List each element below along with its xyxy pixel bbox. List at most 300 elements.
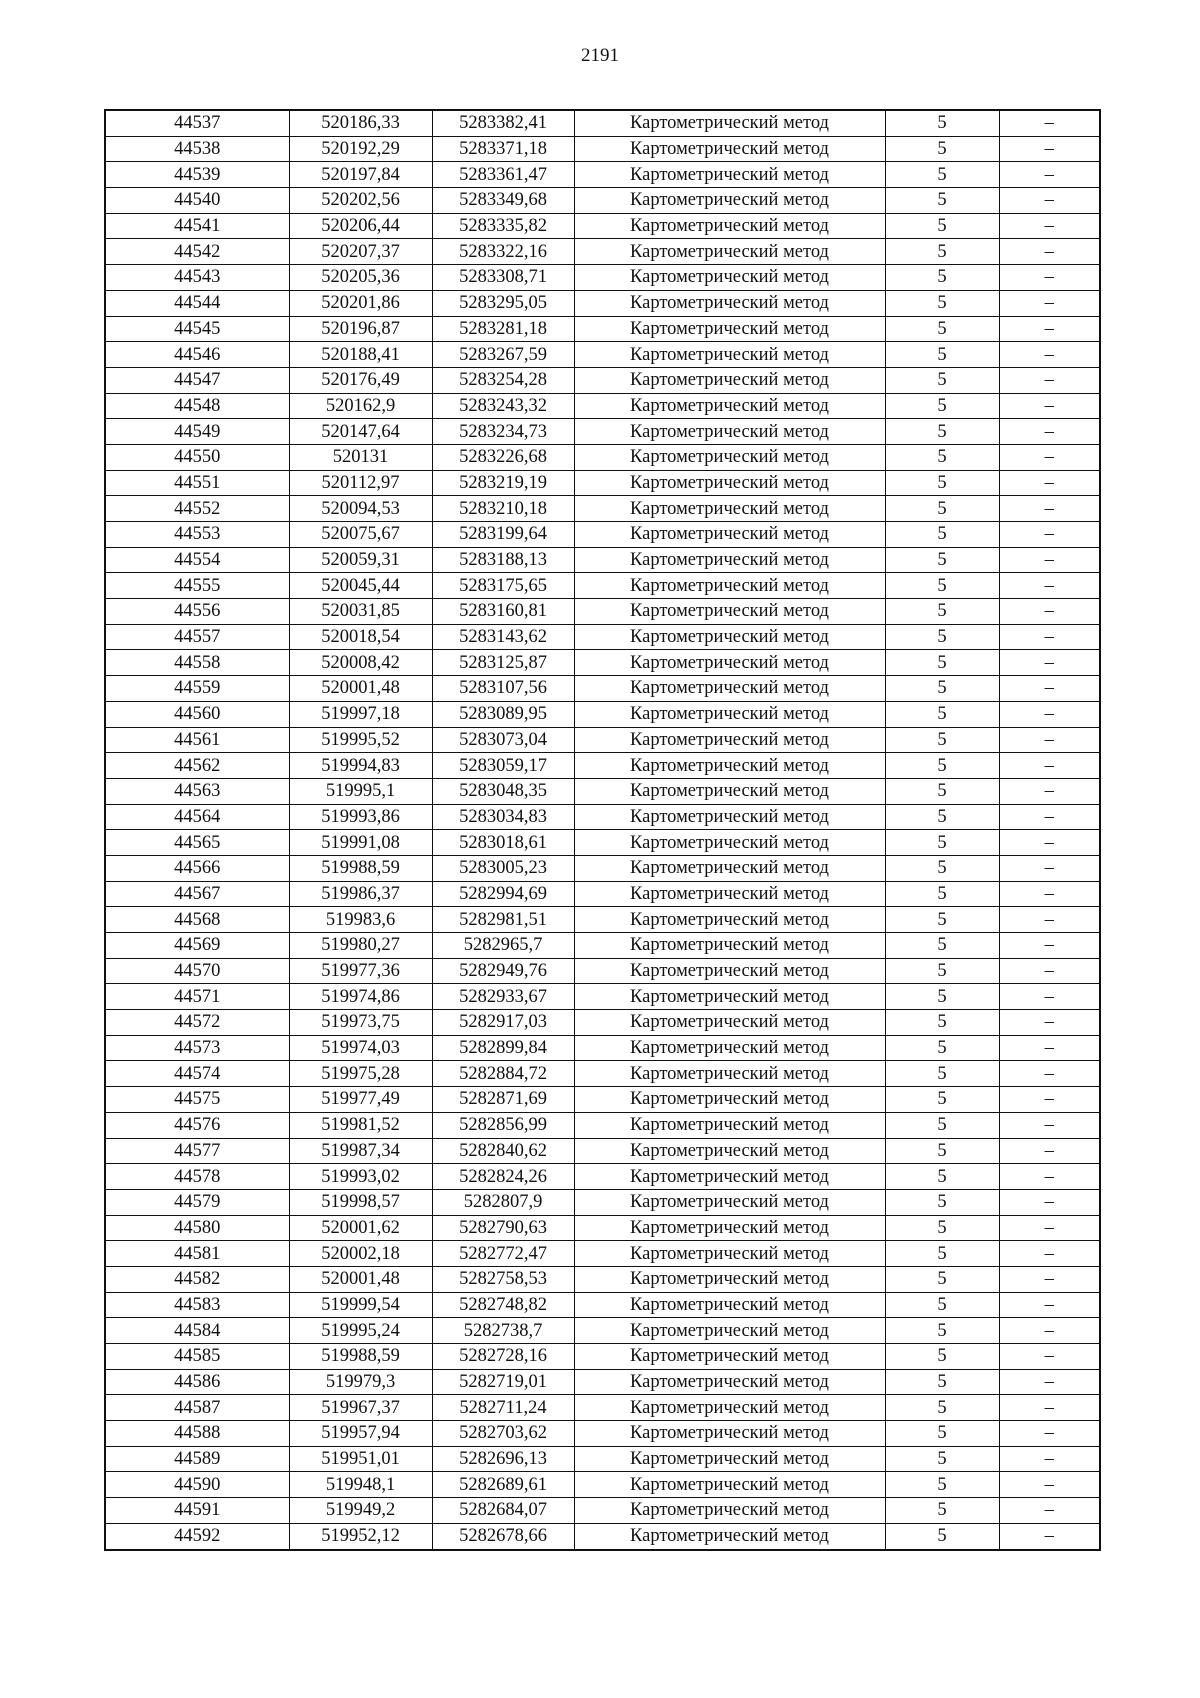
point-number-cell: 44586: [105, 1369, 289, 1395]
point-number-cell: 44569: [105, 933, 289, 959]
x-coordinate-cell: 520001,48: [289, 676, 432, 702]
method-cell: Картометрический метод: [574, 1112, 885, 1138]
point-number-cell: 44571: [105, 984, 289, 1010]
accuracy-cell: 5: [885, 1395, 999, 1421]
table-row: [105, 804, 1100, 830]
method-cell: Картометрический метод: [574, 650, 885, 676]
table-row: [105, 650, 1100, 676]
accuracy-cell: 5: [885, 753, 999, 779]
point-number-cell: 44552: [105, 496, 289, 522]
point-number-cell: 44554: [105, 547, 289, 573]
point-number-cell: 44589: [105, 1446, 289, 1472]
y-coordinate-cell: 5282772,47: [432, 1241, 574, 1267]
method-cell: Картометрический метод: [574, 753, 885, 779]
method-cell: Картометрический метод: [574, 1138, 885, 1164]
y-coordinate-cell: 5282689,61: [432, 1472, 574, 1498]
x-coordinate-cell: 519977,49: [289, 1087, 432, 1113]
note-cell: –: [999, 1241, 1100, 1267]
x-coordinate-cell: 519974,03: [289, 1035, 432, 1061]
y-coordinate-cell: 5282824,26: [432, 1164, 574, 1190]
x-coordinate-cell: 519993,86: [289, 804, 432, 830]
accuracy-cell: 5: [885, 855, 999, 881]
point-number-cell: 44537: [105, 110, 289, 136]
x-coordinate-cell: 519995,24: [289, 1318, 432, 1344]
table-row: [105, 701, 1100, 727]
table-row: [105, 881, 1100, 907]
method-cell: Картометрический метод: [574, 393, 885, 419]
method-cell: Картометрический метод: [574, 1266, 885, 1292]
point-number-cell: 44539: [105, 162, 289, 188]
accuracy-cell: 5: [885, 701, 999, 727]
point-number-cell: 44568: [105, 907, 289, 933]
accuracy-cell: 5: [885, 650, 999, 676]
note-cell: –: [999, 188, 1100, 214]
note-cell: –: [999, 496, 1100, 522]
accuracy-cell: 5: [885, 1215, 999, 1241]
note-cell: –: [999, 419, 1100, 445]
x-coordinate-cell: 519974,86: [289, 984, 432, 1010]
point-number-cell: 44583: [105, 1292, 289, 1318]
note-cell: –: [999, 1344, 1100, 1370]
note-cell: –: [999, 213, 1100, 239]
note-cell: –: [999, 958, 1100, 984]
method-cell: Картометрический метод: [574, 1010, 885, 1036]
table-row: [105, 753, 1100, 779]
table-row: [105, 342, 1100, 368]
x-coordinate-cell: 519998,57: [289, 1189, 432, 1215]
point-number-cell: 44564: [105, 804, 289, 830]
y-coordinate-cell: 5283382,41: [432, 110, 574, 136]
y-coordinate-cell: 5283219,19: [432, 470, 574, 496]
x-coordinate-cell: 520002,18: [289, 1241, 432, 1267]
table-row: [105, 855, 1100, 881]
note-cell: –: [999, 1061, 1100, 1087]
accuracy-cell: 5: [885, 1138, 999, 1164]
x-coordinate-cell: 519948,1: [289, 1472, 432, 1498]
x-coordinate-cell: 519979,3: [289, 1369, 432, 1395]
point-number-cell: 44567: [105, 881, 289, 907]
table-row: [105, 830, 1100, 856]
note-cell: –: [999, 1112, 1100, 1138]
y-coordinate-cell: 5283349,68: [432, 188, 574, 214]
accuracy-cell: 5: [885, 1292, 999, 1318]
y-coordinate-cell: 5282965,7: [432, 933, 574, 959]
accuracy-cell: 5: [885, 316, 999, 342]
accuracy-cell: 5: [885, 804, 999, 830]
point-number-cell: 44546: [105, 342, 289, 368]
point-number-cell: 44578: [105, 1164, 289, 1190]
table-row: [105, 1138, 1100, 1164]
table-row: [105, 599, 1100, 625]
y-coordinate-cell: 5283018,61: [432, 830, 574, 856]
accuracy-cell: 5: [885, 1318, 999, 1344]
accuracy-cell: 5: [885, 1010, 999, 1036]
table-row: [105, 933, 1100, 959]
y-coordinate-cell: 5283048,35: [432, 778, 574, 804]
method-cell: Картометрический метод: [574, 188, 885, 214]
accuracy-cell: 5: [885, 727, 999, 753]
y-coordinate-cell: 5283188,13: [432, 547, 574, 573]
note-cell: –: [999, 984, 1100, 1010]
accuracy-cell: 5: [885, 1523, 999, 1549]
note-cell: –: [999, 804, 1100, 830]
y-coordinate-cell: 5282696,13: [432, 1446, 574, 1472]
table-row: [105, 496, 1100, 522]
method-cell: Картометрический метод: [574, 265, 885, 291]
table-row: [105, 1189, 1100, 1215]
method-cell: Картометрический метод: [574, 727, 885, 753]
y-coordinate-cell: 5282899,84: [432, 1035, 574, 1061]
table-row: [105, 393, 1100, 419]
method-cell: Картометрический метод: [574, 830, 885, 856]
point-number-cell: 44551: [105, 470, 289, 496]
point-number-cell: 44548: [105, 393, 289, 419]
note-cell: –: [999, 1164, 1100, 1190]
point-number-cell: 44542: [105, 239, 289, 265]
table-row: [105, 1523, 1100, 1549]
note-cell: –: [999, 1292, 1100, 1318]
point-number-cell: 44561: [105, 727, 289, 753]
y-coordinate-cell: 5282711,24: [432, 1395, 574, 1421]
note-cell: –: [999, 1472, 1100, 1498]
point-number-cell: 44545: [105, 316, 289, 342]
x-coordinate-cell: 520045,44: [289, 573, 432, 599]
point-number-cell: 44582: [105, 1266, 289, 1292]
y-coordinate-cell: 5283254,28: [432, 367, 574, 393]
x-coordinate-cell: 520202,56: [289, 188, 432, 214]
x-coordinate-cell: 520192,29: [289, 136, 432, 162]
point-number-cell: 44555: [105, 573, 289, 599]
table-row: [105, 188, 1100, 214]
point-number-cell: 44538: [105, 136, 289, 162]
x-coordinate-cell: 520001,48: [289, 1266, 432, 1292]
table-row: [105, 984, 1100, 1010]
accuracy-cell: 5: [885, 1241, 999, 1267]
accuracy-cell: 5: [885, 599, 999, 625]
y-coordinate-cell: 5283267,59: [432, 342, 574, 368]
x-coordinate-cell: 520176,49: [289, 367, 432, 393]
point-number-cell: 44566: [105, 855, 289, 881]
x-coordinate-cell: 520162,9: [289, 393, 432, 419]
table-body: [105, 110, 1100, 1550]
y-coordinate-cell: 5282856,99: [432, 1112, 574, 1138]
table-row: [105, 239, 1100, 265]
method-cell: Картометрический метод: [574, 804, 885, 830]
table-row: [105, 1344, 1100, 1370]
y-coordinate-cell: 5283143,62: [432, 624, 574, 650]
method-cell: Картометрический метод: [574, 316, 885, 342]
accuracy-cell: 5: [885, 188, 999, 214]
table-row: [105, 1421, 1100, 1447]
y-coordinate-cell: 5282807,9: [432, 1189, 574, 1215]
method-cell: Картометрический метод: [574, 213, 885, 239]
y-coordinate-cell: 5283335,82: [432, 213, 574, 239]
y-coordinate-cell: 5282790,63: [432, 1215, 574, 1241]
y-coordinate-cell: 5283281,18: [432, 316, 574, 342]
table-row: [105, 136, 1100, 162]
method-cell: Картометрический метод: [574, 1344, 885, 1370]
accuracy-cell: 5: [885, 1164, 999, 1190]
x-coordinate-cell: 519967,37: [289, 1395, 432, 1421]
x-coordinate-cell: 519988,59: [289, 1344, 432, 1370]
accuracy-cell: 5: [885, 1061, 999, 1087]
table-row: [105, 1292, 1100, 1318]
table-row: [105, 1087, 1100, 1113]
point-number-cell: 44558: [105, 650, 289, 676]
accuracy-cell: 5: [885, 676, 999, 702]
y-coordinate-cell: 5282678,66: [432, 1523, 574, 1549]
note-cell: –: [999, 933, 1100, 959]
method-cell: Картометрический метод: [574, 1472, 885, 1498]
accuracy-cell: 5: [885, 419, 999, 445]
note-cell: –: [999, 1498, 1100, 1524]
point-number-cell: 44547: [105, 367, 289, 393]
x-coordinate-cell: 520186,33: [289, 110, 432, 136]
table-row: [105, 907, 1100, 933]
method-cell: Картометрический метод: [574, 1292, 885, 1318]
note-cell: –: [999, 650, 1100, 676]
y-coordinate-cell: 5283059,17: [432, 753, 574, 779]
method-cell: Картометрический метод: [574, 881, 885, 907]
x-coordinate-cell: 520112,97: [289, 470, 432, 496]
note-cell: –: [999, 316, 1100, 342]
x-coordinate-cell: 520001,62: [289, 1215, 432, 1241]
point-number-cell: 44563: [105, 778, 289, 804]
table-row: [105, 573, 1100, 599]
note-cell: –: [999, 907, 1100, 933]
point-number-cell: 44579: [105, 1189, 289, 1215]
method-cell: Картометрический метод: [574, 933, 885, 959]
y-coordinate-cell: 5282884,72: [432, 1061, 574, 1087]
accuracy-cell: 5: [885, 496, 999, 522]
accuracy-cell: 5: [885, 1421, 999, 1447]
method-cell: Картометрический метод: [574, 1523, 885, 1549]
method-cell: Картометрический метод: [574, 855, 885, 881]
accuracy-cell: 5: [885, 136, 999, 162]
note-cell: –: [999, 290, 1100, 316]
note-cell: –: [999, 1215, 1100, 1241]
y-coordinate-cell: 5283210,18: [432, 496, 574, 522]
method-cell: Картометрический метод: [574, 984, 885, 1010]
point-number-cell: 44585: [105, 1344, 289, 1370]
point-number-cell: 44565: [105, 830, 289, 856]
note-cell: –: [999, 265, 1100, 291]
method-cell: Картометрический метод: [574, 1061, 885, 1087]
accuracy-cell: 5: [885, 367, 999, 393]
accuracy-cell: 5: [885, 1472, 999, 1498]
note-cell: –: [999, 239, 1100, 265]
note-cell: –: [999, 547, 1100, 573]
point-number-cell: 44559: [105, 676, 289, 702]
x-coordinate-cell: 519991,08: [289, 830, 432, 856]
point-number-cell: 44560: [105, 701, 289, 727]
method-cell: Картометрический метод: [574, 1035, 885, 1061]
point-number-cell: 44584: [105, 1318, 289, 1344]
x-coordinate-cell: 520059,31: [289, 547, 432, 573]
point-number-cell: 44541: [105, 213, 289, 239]
x-coordinate-cell: 519987,34: [289, 1138, 432, 1164]
method-cell: Картометрический метод: [574, 624, 885, 650]
y-coordinate-cell: 5282917,03: [432, 1010, 574, 1036]
note-cell: –: [999, 830, 1100, 856]
note-cell: –: [999, 1523, 1100, 1549]
table-row: [105, 778, 1100, 804]
y-coordinate-cell: 5283125,87: [432, 650, 574, 676]
point-number-cell: 44574: [105, 1061, 289, 1087]
table-row: [105, 1498, 1100, 1524]
x-coordinate-cell: 520206,44: [289, 213, 432, 239]
accuracy-cell: 5: [885, 907, 999, 933]
x-coordinate-cell: 519980,27: [289, 933, 432, 959]
point-number-cell: 44591: [105, 1498, 289, 1524]
note-cell: –: [999, 1138, 1100, 1164]
method-cell: Картометрический метод: [574, 367, 885, 393]
table-row: [105, 290, 1100, 316]
x-coordinate-cell: 519973,75: [289, 1010, 432, 1036]
point-number-cell: 44540: [105, 188, 289, 214]
x-coordinate-cell: 519999,54: [289, 1292, 432, 1318]
method-cell: Картометрический метод: [574, 239, 885, 265]
accuracy-cell: 5: [885, 444, 999, 470]
point-number-cell: 44562: [105, 753, 289, 779]
point-number-cell: 44590: [105, 1472, 289, 1498]
table-row: [105, 1446, 1100, 1472]
table-row: [105, 1164, 1100, 1190]
note-cell: –: [999, 599, 1100, 625]
method-cell: Картометрический метод: [574, 444, 885, 470]
method-cell: Картометрический метод: [574, 599, 885, 625]
point-number-cell: 44553: [105, 522, 289, 548]
y-coordinate-cell: 5283034,83: [432, 804, 574, 830]
x-coordinate-cell: 520031,85: [289, 599, 432, 625]
note-cell: –: [999, 676, 1100, 702]
table-row: [105, 1215, 1100, 1241]
y-coordinate-cell: 5282684,07: [432, 1498, 574, 1524]
method-cell: Картометрический метод: [574, 110, 885, 136]
method-cell: Картометрический метод: [574, 342, 885, 368]
accuracy-cell: 5: [885, 1035, 999, 1061]
accuracy-cell: 5: [885, 624, 999, 650]
accuracy-cell: 5: [885, 110, 999, 136]
y-coordinate-cell: 5283107,56: [432, 676, 574, 702]
method-cell: Картометрический метод: [574, 1241, 885, 1267]
note-cell: –: [999, 881, 1100, 907]
note-cell: –: [999, 1087, 1100, 1113]
table-row: [105, 316, 1100, 342]
accuracy-cell: 5: [885, 522, 999, 548]
table-row: [105, 1010, 1100, 1036]
table-row: [105, 1112, 1100, 1138]
x-coordinate-cell: 520131: [289, 444, 432, 470]
x-coordinate-cell: 520008,42: [289, 650, 432, 676]
note-cell: –: [999, 1446, 1100, 1472]
accuracy-cell: 5: [885, 1266, 999, 1292]
note-cell: –: [999, 136, 1100, 162]
accuracy-cell: 5: [885, 1189, 999, 1215]
accuracy-cell: 5: [885, 1498, 999, 1524]
x-coordinate-cell: 519997,18: [289, 701, 432, 727]
table-row: [105, 1369, 1100, 1395]
y-coordinate-cell: 5282738,7: [432, 1318, 574, 1344]
note-cell: –: [999, 1369, 1100, 1395]
table-row: [105, 1395, 1100, 1421]
point-number-cell: 44572: [105, 1010, 289, 1036]
y-coordinate-cell: 5283175,65: [432, 573, 574, 599]
x-coordinate-cell: 520018,54: [289, 624, 432, 650]
y-coordinate-cell: 5283361,47: [432, 162, 574, 188]
x-coordinate-cell: 519993,02: [289, 1164, 432, 1190]
method-cell: Картометрический метод: [574, 1446, 885, 1472]
point-number-cell: 44544: [105, 290, 289, 316]
table-row: [105, 110, 1100, 136]
accuracy-cell: 5: [885, 1087, 999, 1113]
accuracy-cell: 5: [885, 470, 999, 496]
table-row: [105, 1266, 1100, 1292]
table-row: [105, 419, 1100, 445]
y-coordinate-cell: 5283243,32: [432, 393, 574, 419]
x-coordinate-cell: 519994,83: [289, 753, 432, 779]
note-cell: –: [999, 470, 1100, 496]
x-coordinate-cell: 519975,28: [289, 1061, 432, 1087]
y-coordinate-cell: 5282981,51: [432, 907, 574, 933]
note-cell: –: [999, 342, 1100, 368]
note-cell: –: [999, 624, 1100, 650]
note-cell: –: [999, 727, 1100, 753]
note-cell: –: [999, 110, 1100, 136]
point-number-cell: 44550: [105, 444, 289, 470]
x-coordinate-cell: 520207,37: [289, 239, 432, 265]
y-coordinate-cell: 5283089,95: [432, 701, 574, 727]
table-row: [105, 265, 1100, 291]
table-row: [105, 1318, 1100, 1344]
method-cell: Картометрический метод: [574, 522, 885, 548]
table-row: [105, 444, 1100, 470]
point-number-cell: 44577: [105, 1138, 289, 1164]
accuracy-cell: 5: [885, 778, 999, 804]
note-cell: –: [999, 1318, 1100, 1344]
table-row: [105, 1241, 1100, 1267]
note-cell: –: [999, 701, 1100, 727]
accuracy-cell: 5: [885, 342, 999, 368]
y-coordinate-cell: 5282719,01: [432, 1369, 574, 1395]
y-coordinate-cell: 5282949,76: [432, 958, 574, 984]
point-number-cell: 44570: [105, 958, 289, 984]
point-number-cell: 44575: [105, 1087, 289, 1113]
table-row: [105, 1472, 1100, 1498]
accuracy-cell: 5: [885, 162, 999, 188]
note-cell: –: [999, 444, 1100, 470]
method-cell: Картометрический метод: [574, 1164, 885, 1190]
y-coordinate-cell: 5282933,67: [432, 984, 574, 1010]
accuracy-cell: 5: [885, 393, 999, 419]
accuracy-cell: 5: [885, 1369, 999, 1395]
method-cell: Картометрический метод: [574, 1087, 885, 1113]
method-cell: Картометрический метод: [574, 290, 885, 316]
accuracy-cell: 5: [885, 573, 999, 599]
point-number-cell: 44556: [105, 599, 289, 625]
method-cell: Картометрический метод: [574, 778, 885, 804]
method-cell: Картометрический метод: [574, 1318, 885, 1344]
y-coordinate-cell: 5283234,73: [432, 419, 574, 445]
point-number-cell: 44581: [105, 1241, 289, 1267]
y-coordinate-cell: 5283295,05: [432, 290, 574, 316]
note-cell: –: [999, 1010, 1100, 1036]
method-cell: Картометрический метод: [574, 1395, 885, 1421]
y-coordinate-cell: 5283371,18: [432, 136, 574, 162]
point-number-cell: 44587: [105, 1395, 289, 1421]
note-cell: –: [999, 162, 1100, 188]
x-coordinate-cell: 520205,36: [289, 265, 432, 291]
